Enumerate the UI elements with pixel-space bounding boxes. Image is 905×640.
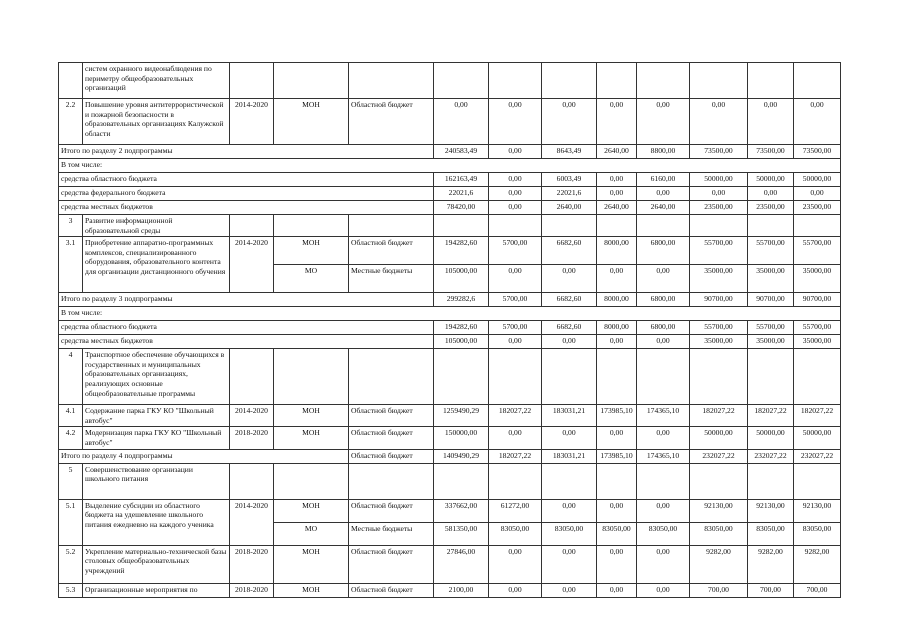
- funding-source-cell: Областной бюджет: [349, 583, 434, 597]
- table-row: [59, 145, 841, 159]
- value-cell: 194282,60: [434, 237, 489, 265]
- value-cell: 23500,00: [748, 201, 794, 215]
- value-cell: 6682,60: [542, 237, 597, 265]
- executor-cell: МОН: [274, 427, 349, 449]
- value-cell: 8800,00: [637, 145, 690, 159]
- table-cell: [434, 349, 489, 405]
- value-cell: 0,00: [597, 427, 637, 449]
- section-name-cell: Развитие информационной образовательной среды: [83, 215, 230, 237]
- table-cell: [637, 463, 690, 499]
- table-row: [59, 321, 841, 335]
- value-cell: 2640,00: [542, 201, 597, 215]
- value-cell: 35000,00: [690, 335, 748, 349]
- table-row: [59, 201, 841, 215]
- table-cell: [349, 463, 434, 499]
- table-row: [59, 215, 841, 237]
- value-cell: 5700,00: [489, 293, 542, 307]
- value-cell: 0,00: [489, 583, 542, 597]
- value-cell: 182027,22: [794, 405, 841, 427]
- funding-source-cell: Местные бюджеты: [349, 265, 434, 293]
- executor-cell: МОН: [274, 583, 349, 597]
- value-cell: 0,00: [637, 427, 690, 449]
- value-cell: 105000,00: [434, 335, 489, 349]
- value-cell: 0,00: [794, 99, 841, 145]
- value-cell: 35000,00: [748, 265, 794, 293]
- table-cell: [489, 215, 542, 237]
- item-number-cell: 2.2: [59, 99, 83, 145]
- value-cell: 50000,00: [690, 173, 748, 187]
- value-cell: 83050,00: [542, 522, 597, 545]
- value-cell: 6682,60: [542, 293, 597, 307]
- table-row: [59, 187, 841, 201]
- period-cell: 2014-2020: [230, 237, 274, 293]
- value-cell: 182027,22: [489, 449, 542, 463]
- table-cell: [794, 349, 841, 405]
- value-cell: 55700,00: [794, 321, 841, 335]
- value-cell: 0,00: [637, 499, 690, 522]
- value-cell: 6682,60: [542, 321, 597, 335]
- value-cell: 183031,21: [542, 449, 597, 463]
- value-cell: 35000,00: [794, 335, 841, 349]
- value-cell: 8000,00: [597, 321, 637, 335]
- executor-cell: МОН: [274, 237, 349, 265]
- period-cell: 2018-2020: [230, 583, 274, 597]
- value-cell: 2640,00: [637, 201, 690, 215]
- value-cell: 0,00: [794, 187, 841, 201]
- table-cell: [434, 463, 489, 499]
- value-cell: 0,00: [542, 99, 597, 145]
- value-cell: 1259490,29: [434, 405, 489, 427]
- value-cell: 0,00: [434, 99, 489, 145]
- total-label-cell: средства областного бюджета: [59, 173, 434, 187]
- total-label-cell: Итого по разделу 4 подпрограммы: [59, 449, 349, 463]
- value-cell: 73500,00: [794, 145, 841, 159]
- item-name-cell: Содержание парка ГКУ КО "Школьный автобус": [83, 405, 230, 427]
- value-cell: 182027,22: [690, 405, 748, 427]
- value-cell: 35000,00: [794, 265, 841, 293]
- value-cell: 5700,00: [489, 321, 542, 335]
- value-cell: 232027,22: [748, 449, 794, 463]
- value-cell: 50000,00: [690, 427, 748, 449]
- value-cell: 90700,00: [690, 293, 748, 307]
- value-cell: 0,00: [637, 335, 690, 349]
- item-name-cell: Повышение уровня антитеррористической и пожарной безопасности в образовательных организациях Калужской области: [83, 99, 230, 145]
- value-cell: 50000,00: [794, 173, 841, 187]
- item-number-cell: 5.3: [59, 583, 83, 597]
- value-cell: 5700,00: [489, 237, 542, 265]
- executor-cell: МОН: [274, 405, 349, 427]
- value-cell: 2640,00: [597, 145, 637, 159]
- value-cell: 232027,22: [794, 449, 841, 463]
- value-cell: 0,00: [637, 99, 690, 145]
- value-cell: 0,00: [489, 265, 542, 293]
- section-number-cell: 5: [59, 463, 83, 499]
- item-number-cell: 4.1: [59, 405, 83, 427]
- value-cell: 8000,00: [597, 237, 637, 265]
- table-row: [59, 307, 841, 321]
- value-cell: 0,00: [690, 99, 748, 145]
- table-cell: [230, 215, 274, 237]
- value-cell: 174365,10: [637, 405, 690, 427]
- value-cell: 0,00: [597, 583, 637, 597]
- value-cell: 92130,00: [690, 499, 748, 522]
- value-cell: 6800,00: [637, 237, 690, 265]
- subheading-cell: В том числе:: [59, 307, 841, 321]
- total-label-cell: средства местных бюджетов: [59, 201, 434, 215]
- value-cell: 2100,00: [434, 583, 489, 597]
- value-cell: 0,00: [597, 187, 637, 201]
- executor-cell: МОН: [274, 99, 349, 145]
- table-cell: [690, 349, 748, 405]
- table-cell: [690, 463, 748, 499]
- table-cell: [434, 215, 489, 237]
- value-cell: 83050,00: [637, 522, 690, 545]
- value-cell: 0,00: [637, 545, 690, 583]
- item-number-cell: 5.1: [59, 499, 83, 545]
- table-cell: [274, 63, 349, 99]
- value-cell: 174365,10: [637, 449, 690, 463]
- value-cell: 700,00: [794, 583, 841, 597]
- value-cell: 182027,22: [748, 405, 794, 427]
- value-cell: 23500,00: [794, 201, 841, 215]
- table-row: [59, 349, 841, 405]
- value-cell: 0,00: [489, 173, 542, 187]
- executor-cell: МО: [274, 522, 349, 545]
- table-row: [59, 583, 841, 597]
- table-cell: [748, 349, 794, 405]
- value-cell: 232027,22: [690, 449, 748, 463]
- table-row: [59, 173, 841, 187]
- total-label-cell: средства федерального бюджета: [59, 187, 434, 201]
- value-cell: 55700,00: [690, 321, 748, 335]
- value-cell: 0,00: [542, 545, 597, 583]
- value-cell: 0,00: [597, 173, 637, 187]
- item-number-cell: [59, 63, 83, 99]
- value-cell: 150000,00: [434, 427, 489, 449]
- funding-source-cell: Областной бюджет: [349, 545, 434, 583]
- table-cell: [542, 215, 597, 237]
- table-row: [59, 427, 841, 449]
- value-cell: 83050,00: [794, 522, 841, 545]
- value-cell: 0,00: [542, 499, 597, 522]
- table-cell: [690, 215, 748, 237]
- budget-table: [58, 62, 841, 598]
- executor-cell: МОН: [274, 499, 349, 522]
- value-cell: 83050,00: [489, 522, 542, 545]
- table-cell: [230, 349, 274, 405]
- table-cell: [434, 63, 489, 99]
- value-cell: 35000,00: [748, 335, 794, 349]
- value-cell: 73500,00: [748, 145, 794, 159]
- value-cell: 83050,00: [597, 522, 637, 545]
- total-label-cell: средства местных бюджетов: [59, 335, 434, 349]
- total-label-cell: Итого по разделу 3 подпрограммы: [59, 293, 434, 307]
- value-cell: 0,00: [489, 427, 542, 449]
- table-cell: [349, 63, 434, 99]
- table-cell: [274, 349, 349, 405]
- value-cell: 50000,00: [794, 427, 841, 449]
- value-cell: 90700,00: [748, 293, 794, 307]
- table-cell: [597, 215, 637, 237]
- value-cell: 61272,00: [489, 499, 542, 522]
- value-cell: 23500,00: [690, 201, 748, 215]
- period-cell: 2014-2020: [230, 99, 274, 145]
- value-cell: 35000,00: [690, 265, 748, 293]
- value-cell: 8000,00: [597, 293, 637, 307]
- table-cell: [637, 63, 690, 99]
- table-cell: [489, 463, 542, 499]
- section-name-cell: Транспортное обеспечение обучающихся в государственных и муниципальных образовательных организациях, реализующих основные общеобразовательные программы: [83, 349, 230, 405]
- table-cell: [349, 349, 434, 405]
- item-name-cell: Модернизация парка ГКУ КО "Школьный автобус": [83, 427, 230, 449]
- value-cell: 0,00: [542, 583, 597, 597]
- table-cell: [794, 63, 841, 99]
- table-cell: [274, 215, 349, 237]
- value-cell: 50000,00: [748, 427, 794, 449]
- item-name-cell: Приобретение аппаратно-программных комплексов, специализированного оборудования, образовательного контента для организации дистанционного обучения: [83, 237, 230, 293]
- item-name-cell: Выделение субсидии из областного бюджета на удешевление школьного питания ежедневно на каждого ученика: [83, 499, 230, 545]
- table-row: [59, 449, 841, 463]
- table-cell: [794, 463, 841, 499]
- value-cell: 55700,00: [690, 237, 748, 265]
- table-cell: [690, 63, 748, 99]
- value-cell: 92130,00: [748, 499, 794, 522]
- value-cell: 9282,00: [748, 545, 794, 583]
- item-number-cell: 4.2: [59, 427, 83, 449]
- table-cell: [489, 63, 542, 99]
- subheading-cell: В том числе:: [59, 159, 841, 173]
- value-cell: 0,00: [489, 187, 542, 201]
- table-row: [59, 545, 841, 583]
- table-cell: [489, 349, 542, 405]
- period-cell: 2014-2020: [230, 499, 274, 545]
- value-cell: 240583,49: [434, 145, 489, 159]
- item-name-cell: систем охранного видеонаблюдения по периметру общеобразовательных организаций: [83, 63, 230, 99]
- value-cell: 6800,00: [637, 321, 690, 335]
- value-cell: 0,00: [542, 265, 597, 293]
- value-cell: 9282,00: [690, 545, 748, 583]
- value-cell: 173985,10: [597, 405, 637, 427]
- value-cell: 92130,00: [794, 499, 841, 522]
- value-cell: 0,00: [748, 187, 794, 201]
- table-cell: [748, 215, 794, 237]
- table-row: [59, 63, 841, 99]
- value-cell: 337662,00: [434, 499, 489, 522]
- value-cell: 78420,00: [434, 201, 489, 215]
- value-cell: 182027,22: [489, 405, 542, 427]
- value-cell: 0,00: [597, 265, 637, 293]
- value-cell: 27846,00: [434, 545, 489, 583]
- period-cell: 2014-2020: [230, 405, 274, 427]
- value-cell: 22021,6: [434, 187, 489, 201]
- value-cell: 700,00: [690, 583, 748, 597]
- value-cell: 22021,6: [542, 187, 597, 201]
- value-cell: 6800,00: [637, 293, 690, 307]
- total-label-cell: средства областного бюджета: [59, 321, 434, 335]
- value-cell: 0,00: [489, 145, 542, 159]
- budget-table-page: [58, 62, 840, 598]
- table-cell: [597, 63, 637, 99]
- value-cell: 0,00: [542, 335, 597, 349]
- value-cell: 0,00: [597, 99, 637, 145]
- funding-source-cell: Местные бюджеты: [349, 522, 434, 545]
- value-cell: 194282,60: [434, 321, 489, 335]
- table-cell: [794, 215, 841, 237]
- value-cell: 0,00: [637, 583, 690, 597]
- table-cell: [274, 463, 349, 499]
- table-cell: [542, 463, 597, 499]
- table-cell: [748, 63, 794, 99]
- value-cell: 0,00: [637, 187, 690, 201]
- value-cell: 162163,49: [434, 173, 489, 187]
- value-cell: 6003,49: [542, 173, 597, 187]
- table-row: [59, 159, 841, 173]
- value-cell: 183031,21: [542, 405, 597, 427]
- value-cell: 0,00: [597, 499, 637, 522]
- section-number-cell: 3: [59, 215, 83, 237]
- table-cell: [748, 463, 794, 499]
- value-cell: 8643,49: [542, 145, 597, 159]
- value-cell: 55700,00: [794, 237, 841, 265]
- item-number-cell: 3.1: [59, 237, 83, 293]
- funding-source-cell: Областной бюджет: [349, 449, 434, 463]
- value-cell: 105000,00: [434, 265, 489, 293]
- value-cell: 55700,00: [748, 237, 794, 265]
- value-cell: 0,00: [637, 265, 690, 293]
- value-cell: 83050,00: [690, 522, 748, 545]
- value-cell: 1409490,29: [434, 449, 489, 463]
- value-cell: 55700,00: [748, 321, 794, 335]
- funding-source-cell: Областной бюджет: [349, 405, 434, 427]
- item-name-cell: Организационные мероприятия по: [83, 583, 230, 597]
- value-cell: 0,00: [489, 545, 542, 583]
- value-cell: 0,00: [748, 99, 794, 145]
- section-name-cell: Совершенствование организации школьного питания: [83, 463, 230, 499]
- value-cell: 0,00: [542, 427, 597, 449]
- value-cell: 83050,00: [748, 522, 794, 545]
- value-cell: 9282,00: [794, 545, 841, 583]
- value-cell: 73500,00: [690, 145, 748, 159]
- value-cell: 6160,00: [637, 173, 690, 187]
- value-cell: 581350,00: [434, 522, 489, 545]
- value-cell: 0,00: [597, 545, 637, 583]
- table-row: [59, 99, 841, 145]
- value-cell: 2640,00: [597, 201, 637, 215]
- section-number-cell: 4: [59, 349, 83, 405]
- period-cell: 2018-2020: [230, 427, 274, 449]
- table-row: [59, 293, 841, 307]
- table-cell: [597, 349, 637, 405]
- table-cell: [230, 63, 274, 99]
- funding-source-cell: Областной бюджет: [349, 427, 434, 449]
- funding-source-cell: Областной бюджет: [349, 99, 434, 145]
- table-row: [59, 499, 841, 522]
- item-name-cell: Укрепление материально-технической базы столовых общеобразовательных учреждений: [83, 545, 230, 583]
- value-cell: 0,00: [597, 335, 637, 349]
- table-row: [59, 237, 841, 265]
- value-cell: 0,00: [489, 335, 542, 349]
- value-cell: 0,00: [489, 201, 542, 215]
- total-label-cell: Итого по разделу 2 подпрограммы: [59, 145, 434, 159]
- table-row: [59, 405, 841, 427]
- funding-source-cell: Областной бюджет: [349, 237, 434, 265]
- table-cell: [597, 463, 637, 499]
- table-cell: [542, 349, 597, 405]
- executor-cell: МОН: [274, 545, 349, 583]
- executor-cell: МО: [274, 265, 349, 293]
- value-cell: 299282,6: [434, 293, 489, 307]
- table-cell: [637, 215, 690, 237]
- table-cell: [230, 463, 274, 499]
- table-row: [59, 463, 841, 499]
- table-cell: [349, 215, 434, 237]
- funding-source-cell: Областной бюджет: [349, 499, 434, 522]
- value-cell: 50000,00: [748, 173, 794, 187]
- period-cell: 2018-2020: [230, 545, 274, 583]
- value-cell: 0,00: [489, 99, 542, 145]
- value-cell: 90700,00: [794, 293, 841, 307]
- table-cell: [637, 349, 690, 405]
- item-number-cell: 5.2: [59, 545, 83, 583]
- table-cell: [542, 63, 597, 99]
- value-cell: 700,00: [748, 583, 794, 597]
- table-row: [59, 335, 841, 349]
- value-cell: 173985,10: [597, 449, 637, 463]
- value-cell: 0,00: [690, 187, 748, 201]
